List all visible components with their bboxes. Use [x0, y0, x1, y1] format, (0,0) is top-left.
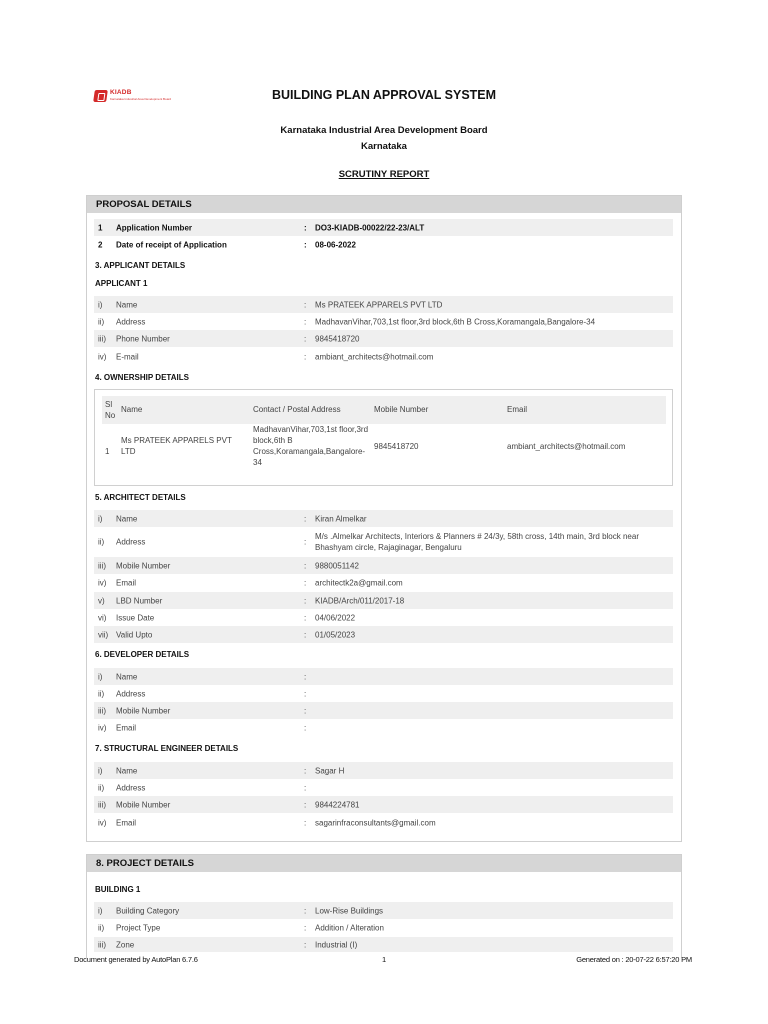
table-row: 1 Ms PRATEEK APPARELS PVT LTD MadhavanVihar,703,1st floor,3rd block,6th B Cross,Koramangala,Bangalore-34 9845418720 ambiant_architects@hotmail.com: [105, 425, 626, 467]
application-number: DO3-KIADB-00022/22-23/ALT: [315, 223, 425, 232]
table-row: 2 Date of receipt of Application : 08-06-2022: [94, 236, 673, 253]
report-title: SCRUTINY REPORT: [338, 169, 430, 180]
project-details-heading: 8. PROJECT DETAILS: [87, 855, 681, 872]
table-row: i) Building Category : Low-Rise Buildings: [94, 902, 673, 919]
table-row: iv) E-mail : ambiant_architects@hotmail.com: [98, 352, 434, 361]
table-row: iii) Zone : Industrial (I): [94, 937, 673, 952]
applicant-details-heading: 3. APPLICANT DETAILS: [95, 261, 186, 270]
ownership-table-header: Sl No Name Contact / Postal Address Mobile Number Email: [102, 396, 666, 424]
state-name: Karnataka: [361, 141, 407, 152]
table-row: vii) Valid Upto : 01/05/2023: [94, 626, 673, 643]
table-row: v) LBD Number : KIADB/Arch/011/2017-18: [94, 592, 673, 609]
ownership-table: [94, 389, 673, 486]
table-row: iii) Mobile Number : 9880051142: [94, 557, 673, 574]
footer-generated-on: Generated on : 20-07-22 6:57:20 PM: [576, 955, 692, 964]
table-row: ii) Address : MadhavanVihar,703,1st floor,3rd block,6th B Cross,Koramangala,Bangalore-34: [98, 317, 596, 326]
table-row: ii) Project Type : Addition / Alteration: [98, 923, 384, 932]
table-row: i) Name : Sagar H: [94, 762, 673, 779]
table-row: iv) Email : sagarinfraconsultants@gmail.com: [98, 818, 436, 827]
table-row: iii) Mobile Number : 9844224781: [94, 796, 673, 813]
architect-details-heading: 5. ARCHITECT DETAILS: [95, 493, 186, 502]
table-row: iv) Email :: [98, 723, 307, 732]
table-row: ii) Address :: [98, 783, 307, 792]
building-1-heading: BUILDING 1: [95, 885, 141, 894]
table-row: ii) Address : M/s .Almelkar Architects, Interiors & Planners # 24/3y, 58th cross, 14th main, 3rd block near Bhashyam circle, Rajaginagar, Bengaluru: [98, 532, 639, 552]
table-row: ii) Address :: [98, 689, 307, 698]
page-title: BUILDING PLAN APPROVAL SYSTEM: [271, 88, 497, 102]
developer-details-heading: 6. DEVELOPER DETAILS: [95, 650, 190, 659]
table-row: i) Name : Ms PRATEEK APPARELS PVT LTD: [94, 296, 673, 313]
structural-engineer-heading: 7. STRUCTURAL ENGINEER DETAILS: [95, 744, 239, 753]
footer-generator: Document generated by AutoPlan 6.7.6: [74, 955, 198, 964]
logo-text: KIADB: [110, 89, 132, 96]
table-row: 1 Application Number : DO3-KIADB-00022/22-23/ALT: [94, 219, 673, 236]
ownership-details-heading: 4. OWNERSHIP DETAILS: [95, 373, 189, 382]
table-row: i) Name :: [94, 668, 673, 685]
receipt-date: 08-06-2022: [315, 240, 356, 249]
footer-page-number: 1: [382, 955, 386, 964]
organisation-name: Karnataka Industrial Area Development Board: [280, 125, 488, 136]
table-row: i) Name : Kiran Almelkar: [94, 510, 673, 527]
table-row: iv) Email : architectk2a@gmail.com: [98, 578, 403, 587]
applicant-1-heading: APPLICANT 1: [95, 279, 148, 288]
proposal-details-heading: PROPOSAL DETAILS: [87, 196, 681, 213]
logo-tagline: Karnataka Industrial Area Development Board: [110, 97, 172, 101]
table-row: vi) Issue Date : 04/06/2022: [98, 613, 356, 622]
table-row: iii) Mobile Number :: [94, 702, 673, 719]
table-row: iii) Phone Number : 9845418720: [94, 330, 673, 347]
